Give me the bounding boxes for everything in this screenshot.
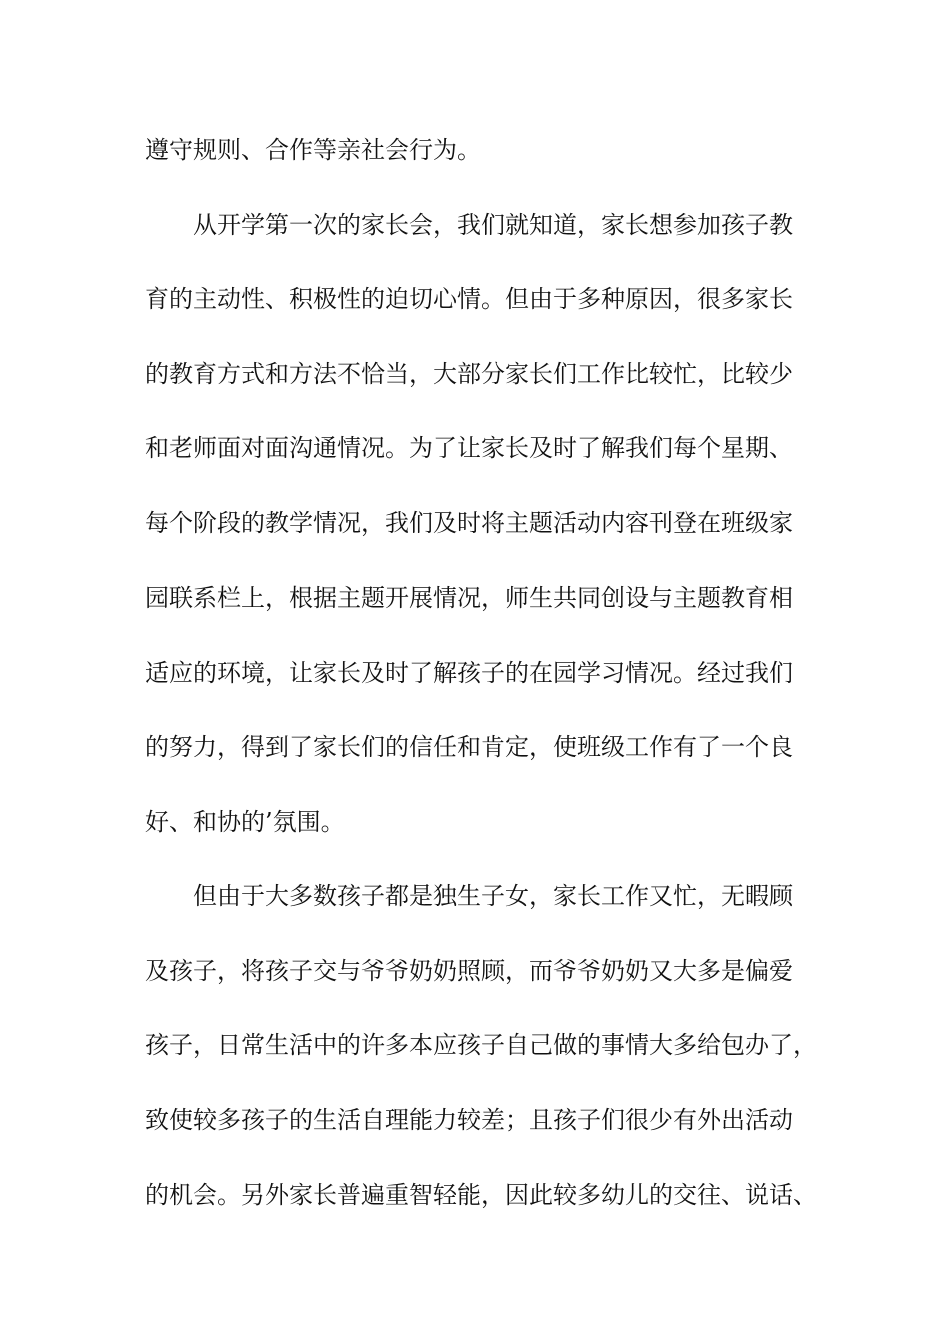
text-line: 的机会。另外家长普遍重智轻能，因此较多幼儿的交往、说话、 <box>145 1181 817 1209</box>
text-line: 好、和协的’氛围。 <box>145 808 345 836</box>
text-line: 适应的环境，让家长及时了解孩子的在园学习情况。经过我们 <box>145 659 793 687</box>
paragraph-first-line: 从开学第一次的家长会，我们就知道，家长想参加孩子教 <box>193 211 793 239</box>
text-line: 遵守规则、合作等亲社会行为。 <box>145 136 481 164</box>
paragraph-first-line: 但由于大多数孩子都是独生子女，家长工作又忙，无暇顾 <box>193 882 793 910</box>
text-line: 每个阶段的教学情况，我们及时将主题活动内容刊登在班级家 <box>145 509 793 537</box>
text-line: 致使较多孩子的生活自理能力较差；且孩子们很少有外出活动 <box>145 1106 793 1134</box>
text-line: 孩子，日常生活中的许多本应孩子自己做的事情大多给包办了， <box>145 1031 817 1059</box>
text-line: 的教育方式和方法不恰当，大部分家长们工作比较忙，比较少 <box>145 360 793 388</box>
text-line: 及孩子，将孩子交与爷爷奶奶照顾，而爷爷奶奶又大多是偏爱 <box>145 957 793 985</box>
text-line: 和老师面对面沟通情况。为了让家长及时了解我们每个星期、 <box>145 434 793 462</box>
text-line: 的努力，得到了家长们的信任和肯定，使班级工作有了一个良 <box>145 733 793 761</box>
text-line: 育的主动性、积极性的迫切心情。但由于多种原因，很多家长 <box>145 285 793 313</box>
text-line: 园联系栏上，根据主题开展情况，师生共同创设与主题教育相 <box>145 584 793 612</box>
